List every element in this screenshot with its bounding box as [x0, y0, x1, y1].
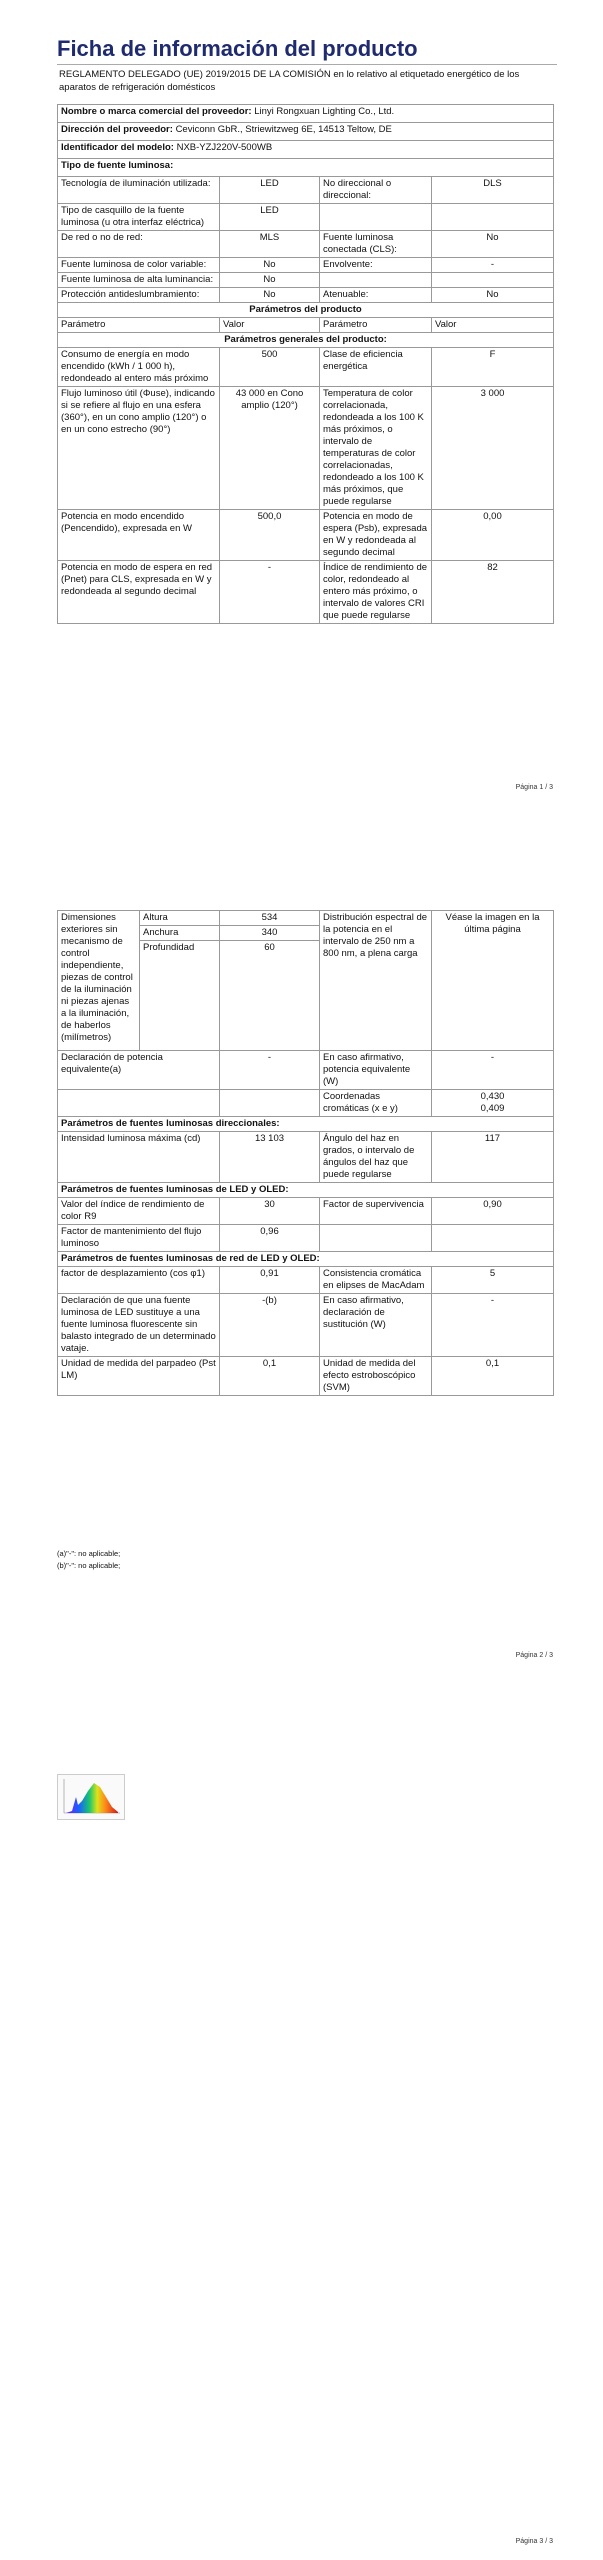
regulation-text: REGLAMENTO DELEGADO (UE) 2019/2015 DE LA COMISIÓN en lo relativo al etiquetado energético de los aparatos de refrigeración domésticos — [59, 69, 520, 93]
col-header-param-2: Parámetro — [320, 318, 432, 333]
table-row: Tecnología de iluminación utilizada: LED No direccional o direccional: DLS — [58, 177, 554, 204]
page-1-table-clip — [0, 104, 603, 776]
supplier-name-label: Nombre o marca comercial del proveedor: — [61, 106, 252, 117]
product-info-table — [57, 104, 554, 624]
table-row: Fuente luminosa de alta luminancia: No — [58, 273, 554, 288]
supplier-name-value: Linyi Rongxuan Lighting Co., Ltd. — [254, 106, 395, 117]
table-row: Tipo de casquillo de la fuente luminosa (u otra interfaz eléctrica) LED — [58, 204, 554, 231]
supplier-address-value: Ceviconn GbR., Striewitzweg 6E, 14513 Teltow, DE — [175, 124, 392, 135]
page-number: Página 1 / 3 — [515, 784, 553, 791]
table-row: Coordenadas cromáticas (x e y) 0,430 0,409 — [58, 1090, 554, 1117]
page-number: Página 2 / 3 — [515, 1652, 553, 1659]
page-2 — [0, 890, 603, 1670]
document-title: Ficha de información del producto — [57, 36, 557, 65]
table-row: Potencia en modo encendido (Pencendido), expresada en W 500,0 Potencia en modo de espera (Psb), expresada en W y redondeada al segundo decimal 0,00 — [58, 510, 554, 561]
table-row: Flujo luminoso útil (Φuse), indicando si se refiere al flujo en una esfera (360°), en un cono amplio (120°) o en un cono estrecho (90°) 43 000 en Cono amplio (120°) Temperatura de color correlacionada, redondeada a los 100 K más próximos, o intervalo de temperaturas de color correlacionadas, redondeado a los 100 K más próximos, que puede regularse 3 000 — [58, 387, 554, 510]
table-row: Declaración de potencia equivalente(a) - En caso afirmativo, potencia equivalente (W) - — [58, 1051, 554, 1090]
page-number: Página 3 / 3 — [515, 2538, 553, 2545]
col-header-value-2: Valor — [432, 318, 554, 333]
table-row: factor de desplazamiento (cos φ1) 0,91 Consistencia cromática en elipses de MacAdam 5 — [58, 1267, 554, 1294]
footnotes — [57, 1548, 120, 1572]
table-row: Fuente luminosa de color variable: No Envolvente: - — [58, 258, 554, 273]
table-row: Potencia en modo de espera en red (Pnet) para CLS, expresada en W y redondeada al segundo decimal - Índice de rendimiento de color, redondeado al entero más próximo, o intervalo de valores CRI que puede regularse 82 — [58, 561, 554, 624]
model-value: NXB-YZJ220V-500WB — [176, 142, 273, 153]
general-params-header: Parámetros generales del producto: — [58, 333, 554, 348]
col-header-value: Valor — [220, 318, 320, 333]
footnote-b: (b)"-": no aplicable; — [57, 1561, 121, 1570]
table-row: De red o no de red: MLS Fuente luminosa conectada (CLS): No — [58, 231, 554, 258]
table-row: Consumo de energía en modo encendido (kWh / 1 000 h), redondeado al entero más próximo 500 Clase de eficiencia energética F — [58, 348, 554, 387]
model-label: Identificador del modelo: — [61, 142, 174, 153]
col-header-param: Parámetro — [58, 318, 220, 333]
footnote-a: (a)"-": no aplicable; — [57, 1549, 121, 1558]
table-row: Intensidad luminosa máxima (cd) 13 103 Ángulo del haz en grados, o intervalo de ángulos del haz que puede regularse 117 — [58, 1132, 554, 1183]
page-3 — [0, 1750, 603, 2560]
source-type-label: Tipo de fuente luminosa: — [58, 159, 554, 177]
dimensions-row: Dimensiones exteriores sin mecanismo de control independiente, piezas de control de la iluminación ni piezas ajenas a la iluminación, de haberlos (milímetros) Altura 534 Distribución espectral de la potencia en el intervalo de 250 nm a 800 nm, a plena carga Véase la imagen en la última página — [58, 911, 554, 926]
led-header: Parámetros de fuentes luminosas de LED y OLED: — [58, 1183, 554, 1198]
table-row: Factor de mantenimiento del flujo luminoso 0,96 — [58, 1225, 554, 1252]
spectral-distribution-image — [57, 1774, 125, 1820]
table-row: Protección antideslumbramiento: No Atenuable: No — [58, 288, 554, 303]
page-1 — [0, 0, 603, 805]
table-row: Declaración de que una fuente luminosa de LED sustituye a una fuente luminosa fluorescente sin balasto integrado de un determinado vataje. -(b) En caso afirmativo, declaración de sustitución (W) - — [58, 1294, 554, 1357]
mains-header: Parámetros de fuentes luminosas de red de LED y OLED: — [58, 1252, 554, 1267]
directional-header: Parámetros de fuentes luminosas direccionales: — [58, 1117, 554, 1132]
table-row: Unidad de medida del parpadeo (Pst LM) 0,1 Unidad de medida del efecto estroboscópico (SVM) 0,1 — [58, 1357, 554, 1396]
supplier-address-label: Dirección del proveedor: — [61, 124, 173, 135]
product-info-table-continued: Dimensiones exteriores sin mecanismo de control independiente, piezas de control de la iluminación ni piezas ajenas a la iluminación, de haberlos (milímetros) Altura 534 Distribución espectral de la potencia en el intervalo de 250 nm a 800 nm, a plena carga Véase la imagen en la última página Anchura 340 Profundidad 60 Declaración de potencia equivalente(a) - En caso afirmativo, potencia equivalente (W) - Coordenadas cromáticas (x e y) 0,430 0,409 Parámetros de fuentes luminosas direccionales: Intensidad luminosa máxima (cd) 13 103 Ángulo del haz en grados, o intervalo de ángulos del haz que puede regularse 117 Parámetros de fuentes luminosas de LED y OLED: Valor del índice de rendimiento de color R9 30 Factor de supervivencia 0,90 Factor de mantenimiento del flujo luminoso 0,96 Parámetros de fuentes luminosas de red de LED y OLED: factor de desplazamiento (cos φ1) 0,91 Consistencia cromática en elipses de MacAdam 5 Declaración de que una fuente luminosa de LED sustituye a una fuente luminosa fluorescente sin balasto integrado de un determinado vataje. -(b) En caso afirmativo, declaración de sustitución (W) - Unidad de medida del parpadeo (Pst LM) 0,1 Unidad de medida del efecto estroboscópico (SVM) 0,1 — [57, 910, 554, 1396]
dimensions-label: Dimensiones exteriores sin mecanismo de control independiente, piezas de control de la iluminación ni piezas ajenas a la iluminación, de haberlos (milímetros) — [58, 911, 140, 1051]
table-row: Valor del índice de rendimiento de color R9 30 Factor de supervivencia 0,90 — [58, 1198, 554, 1225]
params-header: Parámetros del producto — [58, 303, 554, 318]
